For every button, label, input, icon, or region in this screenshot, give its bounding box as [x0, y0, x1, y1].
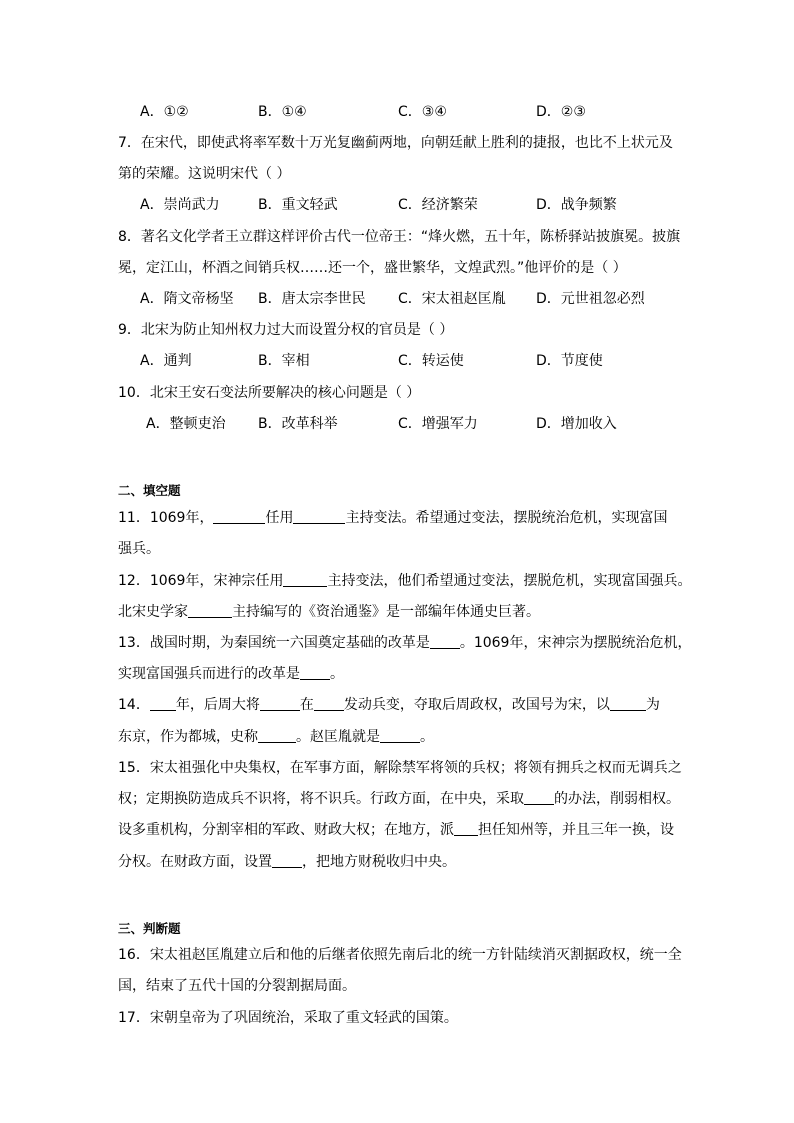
q10-options	[146, 414, 666, 434]
q10-stem: 10．北宋王安石变法所要解决的核心问题是（ ）	[118, 385, 421, 401]
q13-line2	[118, 664, 344, 684]
option-d[interactable]: D．节度使	[536, 353, 603, 369]
answer-blank[interactable]	[293, 509, 345, 524]
q14-line2	[118, 727, 434, 747]
q13-text: 。	[330, 666, 344, 682]
q15-text: ，把地方财税收归中央。	[302, 854, 456, 870]
q14-text: 发动兵变，夺取后周政权，改国号为宋，以	[343, 697, 610, 713]
q11-text: 任用	[265, 510, 294, 526]
q13-text: 实现富国强兵而进行的改革是	[118, 666, 300, 682]
option-a[interactable]: A．①②	[140, 104, 189, 120]
option-b[interactable]: B．改革科举	[258, 416, 338, 432]
q14-text: 。赵匡胤就是	[296, 729, 380, 745]
option-b[interactable]: B．宰相	[258, 353, 310, 369]
q12-text: 12．1069年，宋神宗任用	[118, 573, 284, 589]
option-a[interactable]: A．整顿吏治	[146, 416, 226, 432]
q14-text: 年，后周大将	[175, 697, 260, 713]
q14-text: 为	[645, 697, 660, 713]
q12-text: 主持变法，他们希望通过变法，摆脱危机，实现富国强兵。	[327, 573, 692, 589]
option-c[interactable]: C．经济繁荣	[398, 197, 478, 213]
option-a[interactable]: A．隋文帝杨坚	[140, 291, 234, 307]
answer-blank[interactable]	[188, 603, 232, 618]
q11-line1	[118, 508, 667, 528]
q8-options	[140, 289, 660, 309]
q13-text: 13．战国时期，为秦国统一六国奠定基础的改革是	[118, 635, 430, 651]
answer-blank[interactable]	[610, 696, 646, 711]
q11-text: 主持变法。希望通过变法，摆脱统治危机，实现富国	[345, 510, 668, 526]
q7-stem-line2: 第的荣耀。这说明宋代（ ）	[118, 166, 291, 182]
q15-text: 权；定期换防造成兵不识将，将不识兵。行政方面，在中央，采取	[118, 791, 524, 807]
answer-blank[interactable]	[380, 728, 420, 743]
q8-stem-line1: 8．著名文化学者王立群这样评价古代一位帝王：“烽火燃，五十年，陈桥驿站披旗冕。披旗	[118, 229, 681, 245]
q13-line1	[118, 633, 691, 653]
option-c[interactable]: C．③④	[398, 104, 447, 120]
option-a[interactable]: A．崇尚武力	[140, 197, 220, 213]
answer-blank[interactable]	[454, 821, 478, 836]
q14-text: 。	[420, 729, 434, 745]
q7-options	[140, 195, 660, 215]
q15-text: 设多重机构，分割宰相的军政、财政大权；在地方，派	[118, 822, 454, 838]
q14-line1	[118, 695, 660, 715]
section-fill-in-blank-heading: 二、填空题	[118, 483, 181, 498]
q11-text: 11．1069年，	[118, 510, 214, 526]
q17-line1: 17．宋朝皇帝为了巩固统治，采取了重文轻武的国策。	[118, 1010, 458, 1026]
q9-options	[140, 351, 660, 371]
section-true-false-heading: 三、判断题	[118, 921, 181, 936]
q15-line1: 15．宋太祖强化中央集权，在军事方面，解除禁军将领的兵权；将领有拥兵之权而无调兵之	[118, 760, 682, 776]
option-c[interactable]: C．增强军力	[398, 416, 478, 432]
q13-text: 。1069年，宋神宗为摆脱统治危机，	[459, 635, 692, 651]
q15-line3	[118, 820, 674, 840]
answer-blank[interactable]	[272, 853, 302, 868]
option-d[interactable]: D．战争频繁	[536, 197, 617, 213]
q15-text: 担任知州等，并且三年一换，设	[478, 822, 674, 838]
answer-blank[interactable]	[430, 634, 460, 649]
q7-stem-line1: 7．在宋代，即使武将率军数十万光复幽蓟两地，向朝廷献上胜利的捷报，也比不上状元及	[118, 135, 673, 151]
option-a[interactable]: A．通判	[140, 353, 192, 369]
q15-text: 的办法，削弱相权。	[554, 791, 680, 807]
answer-blank[interactable]	[283, 572, 327, 587]
option-d[interactable]: D．增加收入	[536, 416, 617, 432]
q15-line2	[118, 789, 680, 809]
q12-text: 北宋史学家	[118, 604, 188, 620]
q6-options	[140, 102, 660, 122]
q11-line2: 强兵。	[118, 541, 160, 557]
q12-line1	[118, 571, 691, 591]
option-d[interactable]: D．元世祖忽必烈	[536, 291, 645, 307]
q16-line1: 16．宋太祖赵匡胤建立后和他的后继者依照先南后北的统一方针陆续消灭割据政权，统一全	[118, 947, 682, 963]
answer-blank[interactable]	[260, 696, 300, 711]
option-c[interactable]: C．宋太祖赵匡胤	[398, 291, 506, 307]
answer-blank[interactable]	[314, 696, 344, 711]
q12-text: 主持编写的《资治通鉴》是一部编年体通史巨著。	[232, 604, 540, 620]
answer-blank[interactable]	[524, 790, 554, 805]
q14-text: 东京，作为都城，史称	[118, 729, 258, 745]
q12-line2	[118, 602, 540, 622]
option-b[interactable]: B．重文轻武	[258, 197, 338, 213]
q15-text: 分权。在财政方面，设置	[118, 854, 272, 870]
q16-line2: 国，结束了五代十国的分裂割据局面。	[118, 978, 356, 994]
answer-blank[interactable]	[213, 509, 265, 524]
option-b[interactable]: B．唐太宗李世民	[258, 291, 366, 307]
q14-text: 14．	[118, 697, 150, 713]
answer-blank[interactable]	[258, 728, 296, 743]
option-d[interactable]: D．②③	[536, 104, 586, 120]
answer-blank[interactable]	[300, 665, 330, 680]
q14-text: 在	[299, 697, 314, 713]
option-c[interactable]: C．转运使	[398, 353, 464, 369]
q9-stem: 9．北宋为防止知州权力过大而设置分权的官员是（ ）	[118, 322, 454, 338]
answer-blank[interactable]	[150, 696, 176, 711]
q15-line4	[118, 852, 456, 872]
option-b[interactable]: B．①④	[258, 104, 307, 120]
q8-stem-line2: 冕，定江山，杯酒之间销兵权……还一个，盛世繁华，文煌武烈。”他评价的是（ ）	[118, 260, 627, 276]
